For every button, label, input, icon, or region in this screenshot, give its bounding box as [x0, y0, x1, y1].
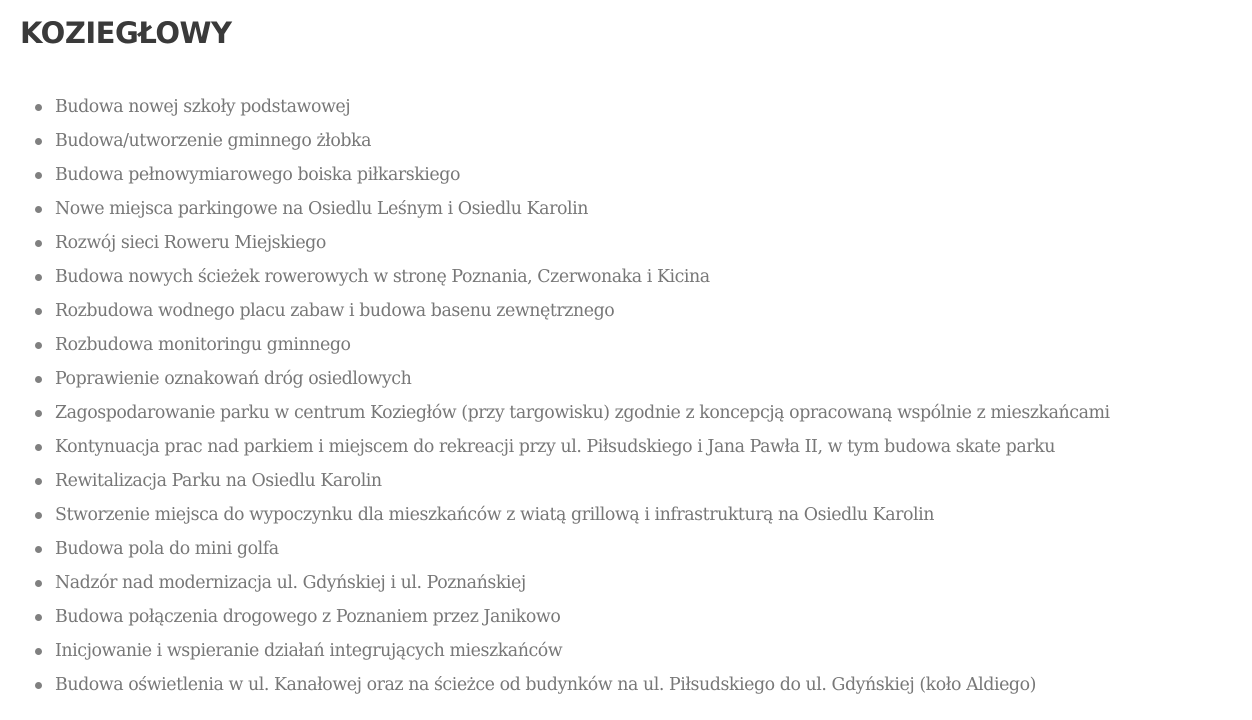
page-title: KOZIEGŁOWY: [20, 16, 232, 50]
list-item-text: Kontynuacja prac nad parkiem i miejscem do rekreacji przy ul. Piłsudskiego i Jana Pawła II, w tym budowa skate parku: [55, 437, 1055, 457]
list-item-text: Rozwój sieci Roweru Miejskiego: [55, 233, 326, 253]
bullet-icon: [35, 512, 42, 519]
list-item: [20, 498, 1246, 532]
bullet-icon: [35, 172, 42, 179]
list-item: [20, 566, 1246, 600]
list-item: [20, 124, 1246, 158]
bullet-icon: [35, 138, 42, 145]
list-item: [20, 192, 1246, 226]
list-item: [20, 328, 1246, 362]
bullet-icon: [35, 478, 42, 485]
bullet-icon: [35, 308, 42, 315]
bullet-icon: [35, 104, 42, 111]
list-item: [20, 464, 1246, 498]
list-item-text: Budowa/utworzenie gminnego żłobka: [55, 131, 372, 151]
bullet-icon: [35, 546, 42, 553]
list-item: [20, 532, 1246, 566]
list-item-text: Nowe miejsca parkingowe na Osiedlu Leśnym i Osiedlu Karolin: [55, 199, 588, 219]
list-item-text: Budowa pola do mini golfa: [55, 539, 279, 559]
list-item-text: Poprawienie oznakowań dróg osiedlowych: [55, 369, 412, 389]
bullet-icon: [35, 274, 42, 281]
list-item-text: Nadzór nad modernizacja ul. Gdyńskiej i ul. Poznańskiej: [55, 573, 526, 593]
bullet-icon: [35, 342, 42, 349]
bullet-icon: [35, 206, 42, 213]
list-item: [20, 226, 1246, 260]
list-item: [20, 396, 1246, 430]
list-item: [20, 668, 1246, 702]
bullet-icon: [35, 614, 42, 621]
list-item-text: Budowa pełnowymiarowego boiska piłkarskiego: [55, 165, 460, 185]
list-item-text: Budowa nowych ścieżek rowerowych w stronę Poznania, Czerwonaka i Kicina: [55, 267, 710, 287]
list-item: [20, 90, 1246, 124]
list-item-text: Zagospodarowanie parku w centrum Koziegłów (przy targowisku) zgodnie z koncepcją opracowaną wspólnie z mieszkańcami: [55, 403, 1110, 423]
list-item-text: Rewitalizacja Parku na Osiedlu Karolin: [55, 471, 382, 491]
list-item-text: Budowa połączenia drogowego z Poznaniem przez Janikowo: [55, 607, 561, 627]
list-item: [20, 294, 1246, 328]
bullet-icon: [35, 444, 42, 451]
list-item: [20, 430, 1246, 464]
bullet-icon: [35, 410, 42, 417]
bullet-icon: [35, 240, 42, 247]
bullet-icon: [35, 580, 42, 587]
list-item-text: Rozbudowa monitoringu gminnego: [55, 335, 351, 355]
list-item-text: Budowa oświetlenia w ul. Kanałowej oraz na ścieżce od budynków na ul. Piłsudskiego do ul. Gdyńskiej (koło Aldiego): [55, 675, 1036, 695]
list-item: [20, 634, 1246, 668]
project-list: [20, 90, 1246, 702]
list-item-text: Inicjowanie i wspieranie działań integrujących mieszkańców: [55, 641, 563, 661]
list-item: [20, 600, 1246, 634]
bullet-icon: [35, 648, 42, 655]
list-item-text: Rozbudowa wodnego placu zabaw i budowa basenu zewnętrznego: [55, 301, 615, 321]
list-item: [20, 260, 1246, 294]
list-item-text: Budowa nowej szkoły podstawowej: [55, 97, 351, 117]
list-item: [20, 158, 1246, 192]
list-item: [20, 362, 1246, 396]
bullet-icon: [35, 376, 42, 383]
list-item-text: Stworzenie miejsca do wypoczynku dla mieszkańców z wiatą grillową i infrastrukturą na Osiedlu Karolin: [55, 505, 934, 525]
bullet-icon: [35, 682, 42, 689]
